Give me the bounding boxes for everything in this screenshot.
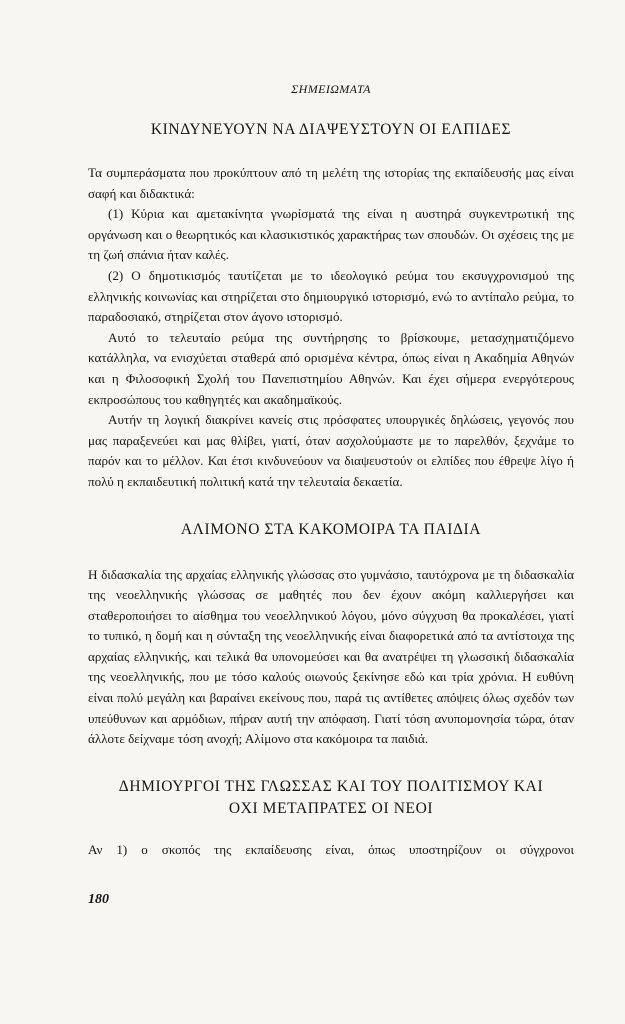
paragraph: Τα συμπεράσματα που προκύπτουν από τη μελέτη της ιστορίας της εκπαίδευσής μας είναι σαφή και διδακτικά: [88, 165, 574, 201]
paragraph: (1) Κύρια και αμετακίνητα γνωρίσματά της είναι η αυστηρά συγκεντρωτική της οργάνωση και ο θεωρητικός και κλασικιστικός χαρακτήρας των σπουδών. Οι σχέσεις της με τη ζωή σπάνια ήταν καλές. [88, 206, 574, 263]
article-title-2: ΑΛΙΜΟΝΟ ΣΤΑ ΚΑΚΟΜΟΙΡΑ ΤΑ ΠΑΙΔΙΑ [180, 520, 482, 538]
article-body-1 [88, 163, 574, 493]
article-title-3-line-1: ΔΗΜΙΟΥΡΓΟΙ ΤΗΣ ΓΛΩΣΣΑΣ ΚΑΙ ΤΟΥ ΠΟΛΙΤΙΣΜΟΥ ΚΑΙ [118, 777, 544, 795]
page-content [88, 82, 574, 860]
paragraph: Αυτό το τελευταίο ρεύμα της συντήρησης το βρίσκουμε, μετασχηματιζόμενο κατάλληλα, να ενισχύεται σταθερά από ορισμένα κέντρα, όπως είναι η Ακαδημία Αθηνών και η Φιλοσοφική Σχολή του Πανεπιστημίου Αθηνών. Και έχει σήμερα ενεργότερους εκπροσώπους του καθηγητές και ακαδημαϊκούς. [88, 329, 574, 407]
section-header: ΣΗΜΕΙΩΜΑΤΑ [291, 82, 371, 96]
article-title-3 [88, 776, 574, 820]
paragraph: Η διδασκαλία της αρχαίας ελληνικής γλώσσας στο γυμνάσιο, ταυτόχρονα με τη διδασκαλία της νεοελληνικής γλώσσας σε μαθητές που δεν έχουν ακόμη καλλιεργήσει και σταθεροποιήσει το αίσθημα του νεοελληνικού λόγου, μόνο σύγχυση θα προκαλέσει, γιατί το τυπικό, η δομή και η σύνταξη της νεοελληνικής είναι διαφορετικά από τα αντίστοιχα της αρχαίας ελληνικής, και τελικά θα υπονομεύσει και θα ανατρέψει τη γλωσσική διδασκαλία της νεοελληνικής, που με τόσο καλούς οιωνούς ξεκίνησε εδώ και τρία χρόνια. Η ευθύνη είναι πολύ μεγάλη και βαραίνει εκείνους που, παρά τις αντίθετες απόψεις όλως σχεδόν των υπεύθυνων και αρμόδιων, πήραν αυτή την απόφαση. Γιατί τόση ανυπομονησία τώρα, όταν άλλοτε δείχναμε τόση ανοχή; Αλίμονο στα κακόμοιρα τα παιδιά. [88, 566, 574, 747]
article-title-3-line-2: ΟΧΙ ΜΕΤΑΠΡΑΤΕΣ ΟΙ ΝΕΟΙ [228, 799, 434, 817]
paragraph: (2) Ο δημοτικισμός ταυτίζεται με το ιδεολογικό ρεύμα του εκσυγχρονισμού της ελληνικής κοινωνίας και στηρίζεται στο δημιουργικό ιστορισμό, ενώ το αντίπαλο ρεύμα, το παραδοσιακό, στηρίζεται στον άγονο ιστορισμό. [88, 267, 574, 325]
page-number: 180 [88, 892, 109, 907]
paragraph: Αν 1) ο σκοπός της εκπαίδευσης είναι, όπως υποστηρίζουν οι σύγχρονοι [88, 841, 574, 857]
article-body-3 [88, 840, 574, 861]
paragraph: Αυτήν τη λογική διακρίνει κανείς στις πρόσφατες υπουργικές δηλώσεις, γεγονός που μας παραξενεύει και μας θλίβει, γιατί, όταν ασχολούμαστε με το παρελθόν, ξεχνάμε το παρόν και το μέλλον. Και έτσι κινδυνεύουν να διαψευστούν οι ελπίδες που έθρεψε λίγο ή πολύ η εκπαιδευτική πολιτική κατά την τελευταία δεκαετία. [88, 412, 574, 489]
article-body-2 [88, 565, 574, 750]
article-title-1: ΚΙΝΔΥΝΕΥΟΥΝ ΝΑ ΔΙΑΨΕΥΣΤΟΥΝ ΟΙ ΕΛΠΙΔΕΣ [150, 121, 512, 138]
